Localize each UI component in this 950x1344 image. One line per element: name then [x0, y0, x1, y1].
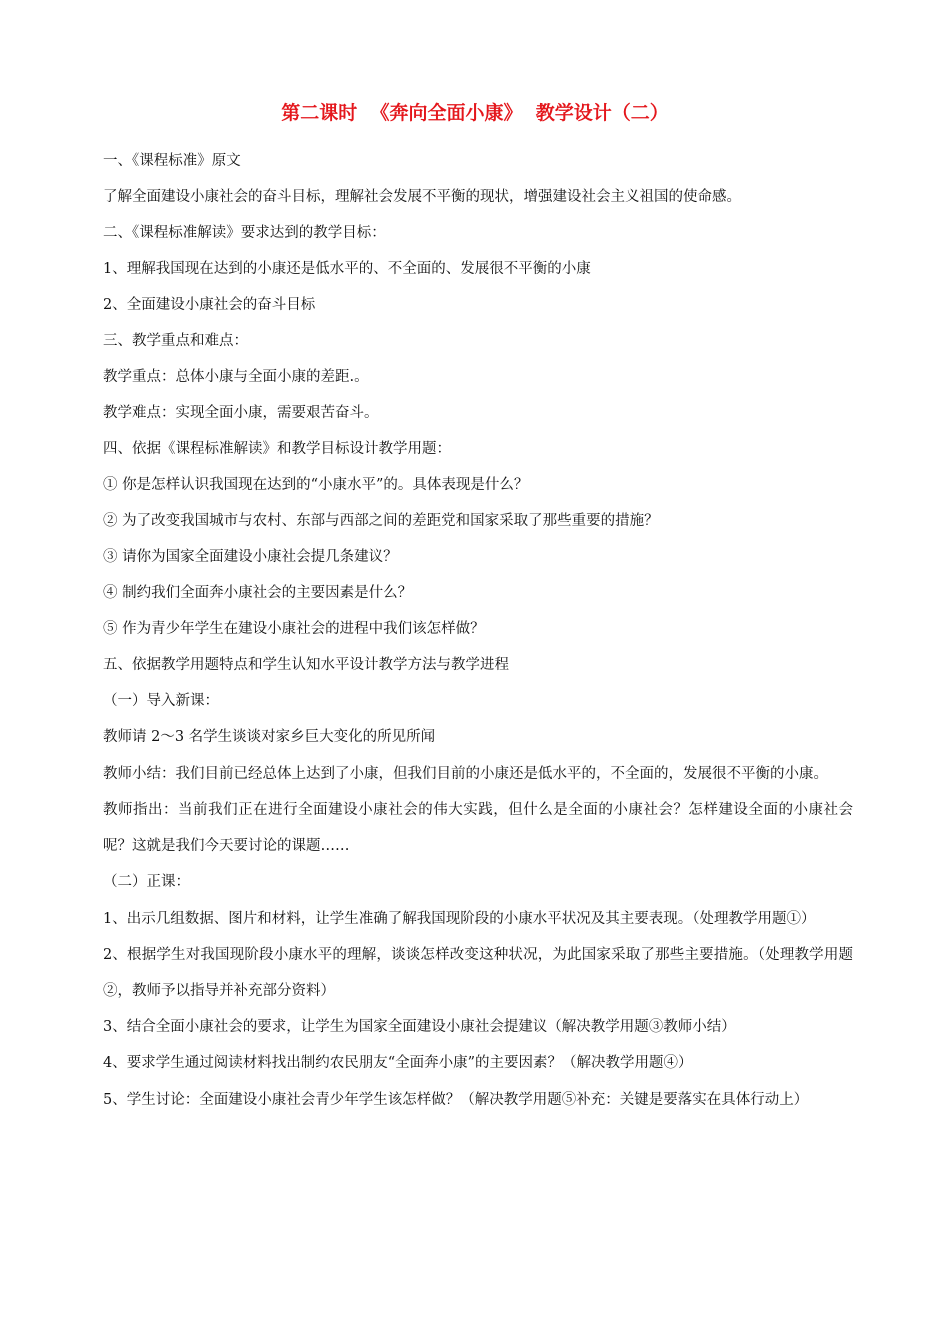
- section-heading-3: 三、教学重点和难点：: [103, 333, 248, 349]
- goal-item-1: 1、理解我国现在达到的小康还是低水平的、不全面的、发展很不平衡的小康: [103, 261, 591, 277]
- step-1: 1、出示几组数据、图片和材料，让学生准确了解我国现阶段的小康水平状况及其主要表现。（处理教学用题①）: [103, 911, 816, 927]
- subsection-main: （二）正课：: [103, 874, 190, 890]
- section-heading-2: 二、《课程标准解读》要求达到的教学目标：: [103, 225, 386, 241]
- section-heading-5: 五、依据教学用题特点和学生认知水平设计教学方法与教学进程: [103, 657, 509, 673]
- section-heading-1: 一、《课程标准》原文: [103, 153, 241, 169]
- intro-activity: 教师请 2～3 名学生谈谈对家乡巨大变化的所见所闻: [103, 729, 436, 745]
- difficult-point: 教学难点：实现全面小康，需要艰苦奋斗。: [103, 405, 379, 421]
- step-2: 2、根据学生对我国现阶段小康水平的理解，谈谈怎样改变这种状况，为此国家采取了那些主要措施。（处理教学用题②，教师予以指导并补充部分资料）: [103, 947, 853, 999]
- section-heading-4: 四、依据《课程标准解读》和教学目标设计教学用题：: [103, 441, 451, 457]
- document-title: 第二课时 《奔向全面小康》 教学设计（二）: [281, 102, 669, 124]
- step-4: 4、要求学生通过阅读材料找出制约农民朋友“全面奔小康”的主要因素？（解决教学用题④）: [103, 1055, 693, 1071]
- key-point: 教学重点：总体小康与全面小康的差距.。: [103, 369, 369, 385]
- standard-text: 了解全面建设小康社会的奋斗目标，理解社会发展不平衡的现状，增强建设社会主义祖国的使命感。: [103, 189, 741, 205]
- question-5: ⑤ 作为青少年学生在建设小康社会的进程中我们该怎样做？: [103, 621, 485, 637]
- step-3: 3、结合全面小康社会的要求，让学生为国家全面建设小康社会提建议（解决教学用题③教师小结）: [103, 1019, 736, 1035]
- goal-item-2: 2、全面建设小康社会的奋斗目标: [103, 297, 316, 313]
- teacher-point: 教师指出：当前我们正在进行全面建设小康社会的伟大实践，但什么是全面的小康社会？怎样建设全面的小康社会呢？这就是我们今天要讨论的课题……: [103, 802, 853, 854]
- subsection-intro: （一）导入新课：: [103, 693, 219, 709]
- question-2: ② 为了改变我国城市与农村、东部与西部之间的差距党和国家采取了那些重要的措施？: [103, 513, 659, 529]
- question-3: ③ 请你为国家全面建设小康社会提几条建议？: [103, 549, 398, 565]
- question-1: ① 你是怎样认识我国现在达到的“小康水平”的。具体表现是什么？: [103, 477, 529, 493]
- document-body: [103, 150, 853, 1125]
- teacher-summary: 教师小结：我们目前已经总体上达到了小康，但我们目前的小康还是低水平的，不全面的，发展很不平衡的小康。: [103, 766, 828, 782]
- question-4: ④ 制约我们全面奔小康社会的主要因素是什么？: [103, 585, 413, 601]
- step-5: 5、学生讨论：全面建设小康社会青少年学生该怎样做？（解决教学用题⑤补充：关键是要落实在具体行动上）: [103, 1092, 809, 1108]
